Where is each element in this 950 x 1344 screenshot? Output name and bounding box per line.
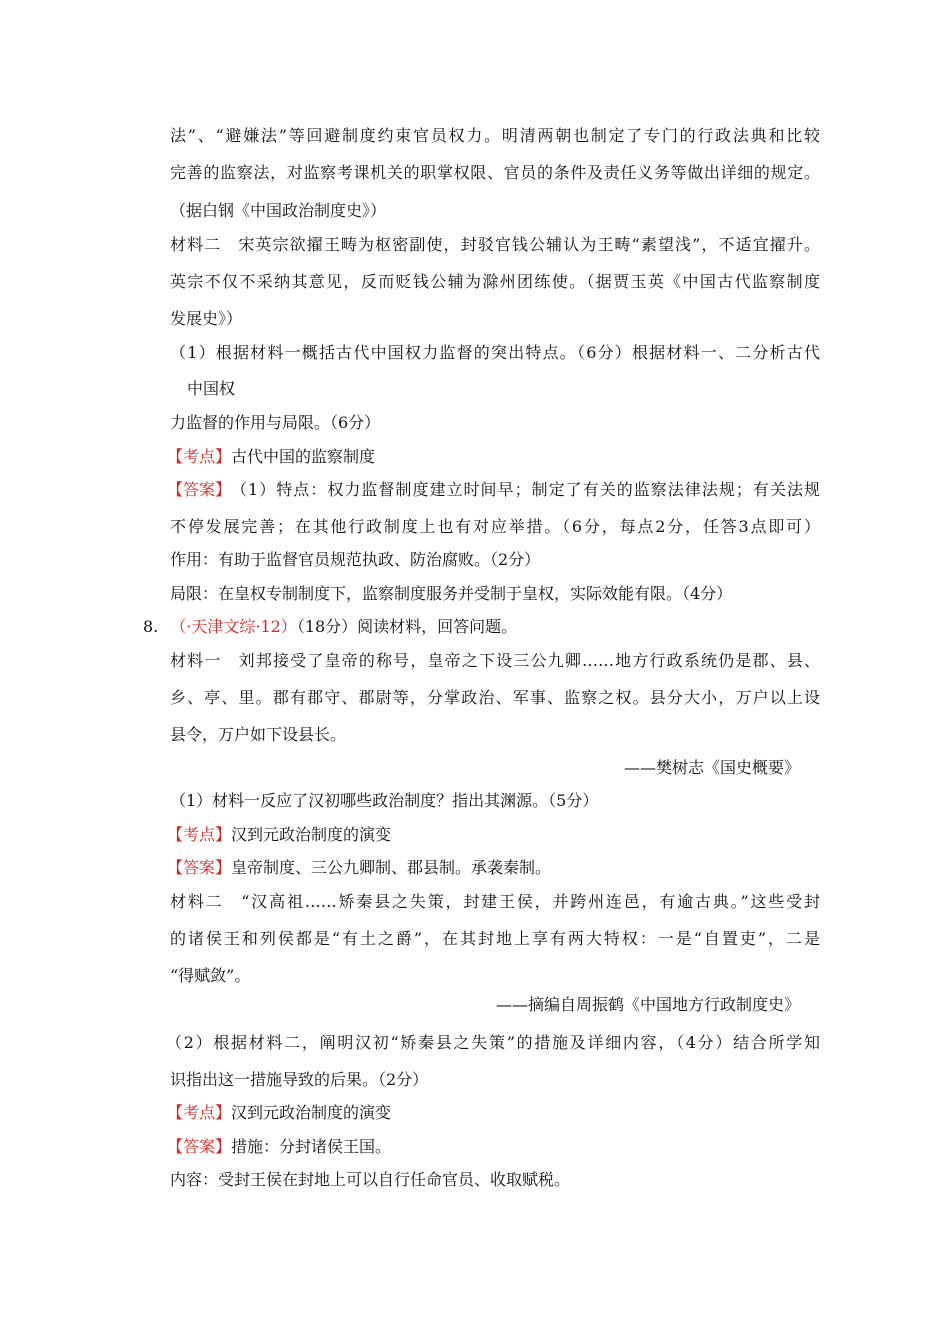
answer [167,1137,391,1157]
answer-label: 【答案】 [167,858,232,877]
question-8-header [143,617,517,637]
question-text: （18分）阅读材料，回答问题。 [296,617,518,636]
text-line: 的诸侯王和列侯都是“有土之爵”，在其封地上享有两大特权：一是“自置吏”，二是 [170,929,820,948]
answer-text: 措施：分封诸侯王国。 [231,1137,392,1156]
text-line: 发展史》） [170,309,243,328]
text-line: “得赋敛”。 [170,966,251,985]
citation: ——摘编自周振鹤《中国地方行政制度史》 [495,995,800,1014]
key-point-text: 古代中国的监察制度 [231,447,376,466]
text-line: 完善的监察法，对监察考课机关的职掌权限、官员的条件及责任义务等做出详细的规定。 [170,163,820,182]
question: 力监督的作用与局限。（6分） [170,413,381,432]
answer-text: 作用：有助于监督官员规范执政、防治腐败。（2分） [170,550,541,569]
text-line: 材料一 刘邦接受了皇帝的称号，皇帝之下设三公九卿……地方行政系统仍是郡、县、 [170,651,820,670]
key-point-text: 汉到元政治制度的演变 [231,1103,392,1122]
question-source: （·天津文综·12） [170,617,297,636]
answer [167,858,551,878]
answer-text: 内容：受封王侯在封地上可以自行任命官员、收取赋税。 [170,1170,571,1189]
key-point [167,825,391,845]
key-point-text: 汉到元政治制度的演变 [231,825,392,844]
key-point [167,1103,391,1123]
key-point-label: 【考点】 [167,1103,232,1122]
text-line: 材料二 “汉高祖……矫秦县之失策，封建王侯，并跨州连邑，有逾古典。”这些受封 [170,892,820,911]
question: 识指出这一措施导致的后果。（2分） [170,1070,429,1089]
question: 中国权 [187,379,236,398]
answer-label: 【答案】 [167,1137,232,1156]
text-line: 乡、亭、里。郡有郡守、郡尉等，分掌政治、军事、监察之权。县分大小，万户以上设 [170,688,820,707]
question: （1）根据材料一概括古代中国权力监督的突出特点。（6分）根据材料一、二分析古代 [170,343,820,362]
question: （2）根据材料二，阐明汉初“矫秦县之失策”的措施及详细内容，（4分）结合所学知 [166,1033,820,1052]
key-point [167,447,375,467]
text-line: 英宗不仅不采纳其意见，反而贬钱公辅为滁州团练使。（据贾玉英《中国古代监察制度 [170,272,820,291]
citation: ——樊树志《国史概要》 [623,758,800,777]
text-line: 县令，万户如下设县长。 [170,725,347,744]
answer-text: 局限：在皇权专制制度下，监察制度服务并受制于皇权，实际效能有限。（4分） [170,584,733,603]
answer-text: （1）特点：权力监督制度建立时间早；制定了有关的监察法律法规；有关法规 [231,480,820,499]
answer-label: 【答案】 [167,480,232,499]
question-number: 8. [143,617,159,636]
question: （1）材料一反应了汉初哪些政治制度？指出其渊源。（5分） [170,791,599,810]
answer [167,480,820,500]
answer-text: 不停发展完善；在其他行政制度上也有对应举措。（6分，每点2分，任答3点即可） [170,517,820,536]
key-point-label: 【考点】 [167,825,232,844]
text-line: 法”、“避嫌法”等回避制度约束官员权力。明清两朝也制定了专门的行政法典和比较 [170,126,820,145]
citation: （据白钢《中国政治制度史》） [170,201,387,220]
answer-text: 皇帝制度、三公九卿制、郡县制。承袭秦制。 [231,858,552,877]
text-line: 材料二 宋英宗欲擢王畴为枢密副使，封驳官钱公辅认为王畴“素望浅”，不适宜擢升。 [170,235,820,254]
key-point-label: 【考点】 [167,447,232,466]
